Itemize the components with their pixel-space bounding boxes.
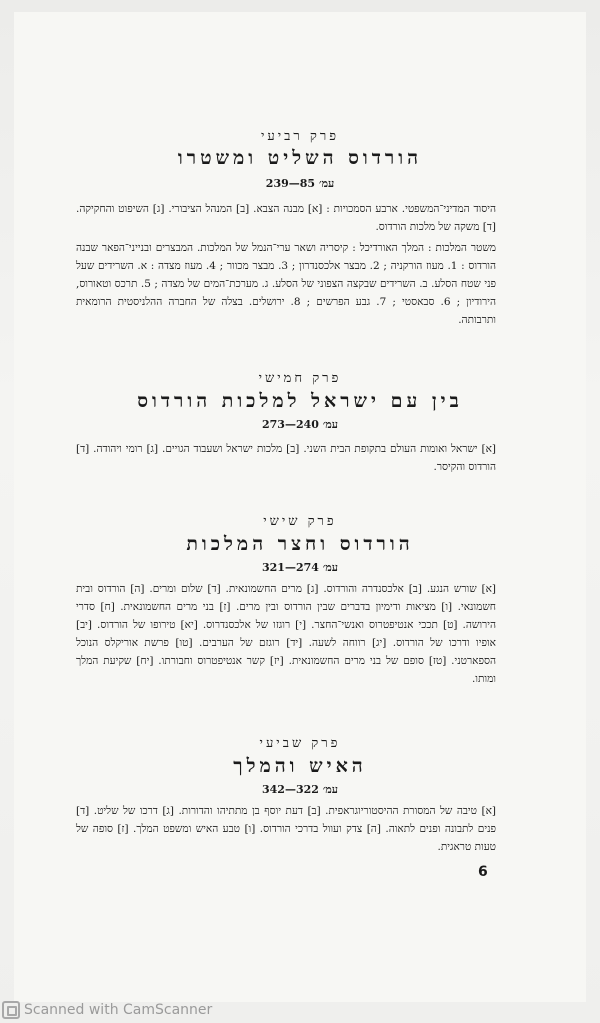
chapter-7-pages: עמ׳ 322—342 (261, 783, 339, 796)
chapter-6-label: פרק שישי (263, 514, 337, 529)
chapter-6-paragraph-1: [א] שורש הנגע. [ב] אלכסנדרה והורדוס. [ג] מרים החשמונאית. [ד] שלום ומרים. [ה] הורדוס ובית חשמונאי. [ו] מציאות ודימיון בדברים שבין הורדוס ובין מרים. [ז] בני מרים החשמונאית. [ח] סדרי הירושה. [ט] תככי אנטיפטרוס ואנשי־החצר. [י] רוגזו של אלכסנדרוס. [יא] טירופו של הורדוס. [יב] אופיו ודרכו של הורדוס. [יג] רווחה לשעה. [יד] רוגזם של הערבים. [טו] פרשת אוריקלס הנוכל הספארטני. [טז] סופם של בני מרים החשמונאית. [יז] קשר אנטיפטרוס וחבורתו. [יח] שקיעת המלך ומותו. (76, 583, 496, 685)
chapter-4-title: הורדוס השליט ומשטרו (177, 147, 423, 169)
chapter-4-paragraph-1: היסוד המדיני־המשפטי. ארבע הסמכויות : [א] מבנה הצבא. [ב] המנהל הציבורי. [ג] השיפוט והחקיקה. [ד] משקה של מלכות הורדוס. (76, 203, 496, 233)
chapter-7-paragraph-1: [א] טיבה של המסורת ההיסטוריוגראפית. [ב] דעת יוסף בן מתתיהו והדורות. [ג] דרכו של שליט. [ד] פנים לתבונה ופנים לתאוה. [ה] צדק ועוול בדרכי הורדוס. [ו] טבע האיש ומשפט המלך. [ז] סופה של טעות טראגית. (76, 805, 496, 853)
chapter-6-pages: עמ׳ 274—321 (261, 561, 339, 574)
chapter-6-title: הורדוס וחצר המלכות (186, 533, 414, 555)
chapter-4-label: פרק רביעי (260, 129, 340, 144)
chapter-5-body (76, 440, 496, 476)
watermark-text: Scanned with CamScanner (24, 1002, 213, 1018)
chapter-4-paragraph-2: משטר המלכות : המלך האורדיכל : קיסריה ושאר ערי־הנמל של המלכות. המבצרים ובנייני־הפאר שבנה הורדוס : 1. מעוז הורקניה ; 2. מבצר אלכסנדרון ; 3. מבצר מכוור ; 4. מעוז מצדה : א. השרידים שעל פני שטח הסלע. ב. השרידים שבקצה הצפוני של הסלע. ג. מערכת־המים של מצדה ; 5. תרכס וטאורוס, הירודיון ; 6. סבאסטי ; 7. גבע הפרשים ; 8. ירושלים. בצלה של החברה ההלניסטית הרומאית ותרבותה. (76, 242, 496, 326)
chapter-5-paragraph-1: [א] ישראל ואומות העולם בתקופת הבית השני. [ב] מלכות ישראל ושעבוד הגויים. [ג] רומי ויהודה. [ד] הורדוס והקיסר. (76, 443, 496, 473)
camscanner-logo-icon (2, 1001, 20, 1019)
chapter-5-title: בין עם ישראל למלכות הורדוס (137, 390, 463, 412)
chapter-4-pages: עמ׳ 85—239 (265, 177, 335, 190)
page-number: 6 (478, 864, 488, 880)
chapter-7-body (76, 802, 496, 856)
chapter-7-title: האיש והמלך (233, 755, 367, 777)
chapter-7-label: פרק שביעי (259, 736, 341, 751)
chapter-4-body (76, 200, 496, 329)
chapter-5-label: פרק חמישי (258, 371, 342, 386)
chapter-5-pages: עמ׳ 240—273 (261, 418, 339, 431)
camscanner-watermark (2, 999, 212, 1021)
chapter-6-body (76, 580, 496, 688)
